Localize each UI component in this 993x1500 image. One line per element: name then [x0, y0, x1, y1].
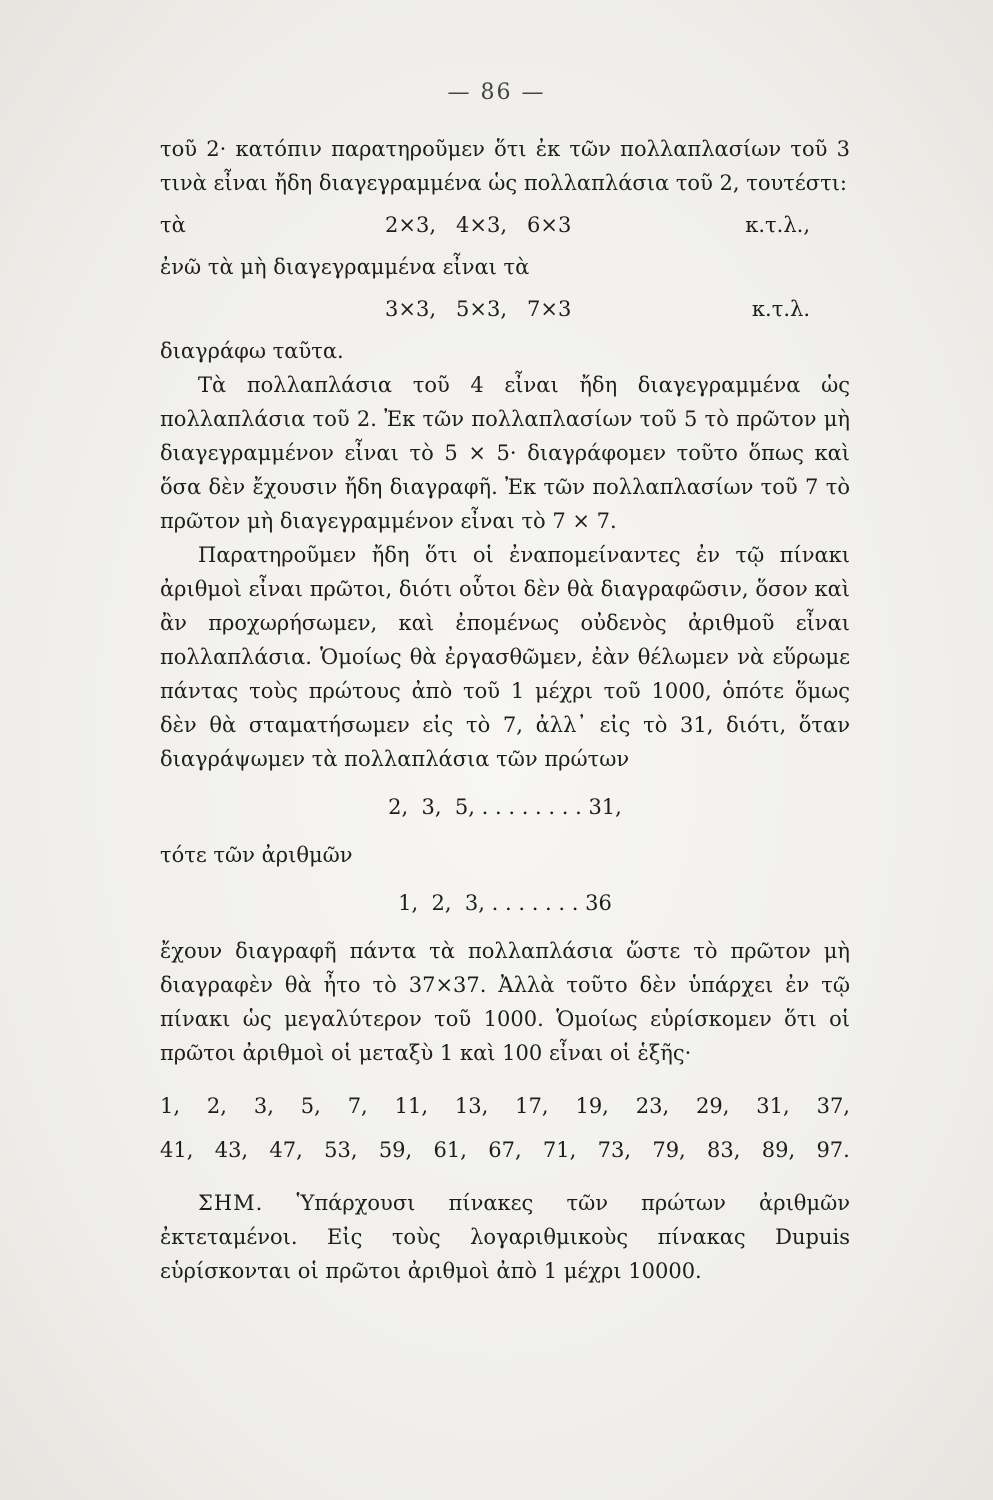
formula-expression: 3×3, 5×3, 7×3 [385, 297, 572, 321]
formula-etc: κ.τ.λ., [745, 213, 810, 237]
prime-number: 61, [433, 1138, 467, 1162]
paragraph-2: ἐνῶ τὰ μὴ διαγεγραμμένα εἶναι τὰ [160, 255, 530, 279]
prime-number: 31, [756, 1094, 790, 1118]
primes-list [160, 1084, 850, 1172]
prime-number: 7, [347, 1094, 368, 1118]
prime-number: 23, [635, 1094, 670, 1118]
prime-number: 83, [707, 1138, 741, 1162]
primes-row-1 [160, 1084, 850, 1128]
prime-number: 1, [160, 1094, 181, 1118]
formula-expression: 2×3, 4×3, 6×3 [385, 213, 572, 237]
formula-lead: τὰ [160, 213, 186, 237]
page-number: — 86 — [447, 80, 546, 105]
prime-number: 5, [300, 1094, 321, 1118]
note-label: ΣΗΜ. [198, 1191, 264, 1215]
prime-number: 79, [652, 1138, 686, 1162]
prime-number: 89, [761, 1138, 796, 1162]
formula-etc: κ.τ.λ. [751, 297, 810, 321]
prime-number: 17, [515, 1094, 549, 1118]
prime-number: 59, [378, 1138, 413, 1162]
prime-number: 2, [206, 1094, 227, 1118]
primes-row-2 [160, 1128, 850, 1172]
note-paragraph [160, 1186, 850, 1288]
formula-multiples-of-3-crossed [160, 208, 850, 242]
prime-number: 71, [542, 1138, 577, 1162]
sequence-primes-to-31: 2, 3, 5, . . . . . . . . 31, [388, 795, 622, 819]
prime-number: 47, [269, 1138, 303, 1162]
prime-number: 13, [454, 1094, 489, 1118]
page-body [160, 132, 850, 1288]
prime-number: 53, [324, 1138, 358, 1162]
paragraph-6: τότε τῶν ἀριθμῶν [160, 843, 353, 867]
paragraph-1: τοῦ 2· κατόπιν παρατηροῦμεν ὅτι ἐκ τῶν πολλαπλασίων τοῦ 3 τινὰ εἶναι ἤδη διαγεγραμμένα ὡς πολλαπλάσια τοῦ 2, τουτέστι: [160, 137, 850, 195]
formula-multiples-of-3-remaining [160, 292, 850, 326]
paragraph-5: Παρατηροῦμεν ἤδη ὅτι οἱ ἐναπομείναντες ἐν τῷ πίνακι ἀριθμοὶ εἶναι πρῶτοι, διότι οὗτοι δὲν θὰ διαγραφῶσιν, ὅσον καὶ ἂν προχωρήσωμεν, καὶ ἐπομένως οὐδενὸς ἀριθμοῦ εἶναι πολλαπλάσια. Ὁμοίως θὰ ἐργασθῶμεν, ἐὰν θέλωμεν νὰ εὕρωμε πάντας τοὺς πρώτους ἀπὸ τοῦ 1 μέχρι τοῦ 1000, ὁπότε ὅμως δὲν θὰ σταματήσωμεν εἰς τὸ 7, ἀλλ᾽ εἰς τὸ 31, διότι, ὅταν διαγράψωμεν τὰ πολλαπλάσια τῶν πρώτων [160, 543, 850, 771]
prime-number: 67, [488, 1138, 522, 1162]
prime-number: 11, [394, 1094, 429, 1118]
paragraph-4: Τὰ πολλαπλάσια τοῦ 4 εἶναι ἤδη διαγεγραμμένα ὡς πολλαπλάσια τοῦ 2. Ἐκ τῶν πολλαπλασίων τοῦ 5 τὸ πρῶτον μὴ διαγεγραμμένον εἶναι τὸ 5 × 5· διαγράφομεν τοῦτο ὅπως καὶ ὅσα δὲν ἔχουσιν ἤδη διαγραφῆ. Ἐκ τῶν πολλαπλασίων τοῦ 7 τὸ πρῶτον μὴ διαγεγραμμένον εἶναι τὸ 7 × 7. [160, 373, 850, 533]
sequence-numbers-to-36: 1, 2, 3, . . . . . . . 36 [398, 891, 612, 915]
prime-number: 41, [160, 1138, 194, 1162]
prime-number: 43, [214, 1138, 249, 1162]
prime-number: 73, [597, 1138, 632, 1162]
paragraph-3: διαγράφω ταῦτα. [160, 339, 344, 363]
paragraph-7: ἔχουν διαγραφῆ πάντα τὰ πολλαπλάσια ὥστε τὸ πρῶτον μὴ διαγραφὲν θὰ ἦτο τὸ 37×37. Ἀλλὰ τοῦτο δὲν ὑπάρχει ἐν τῷ πίνακι ὡς μεγαλύτερον τοῦ 1000. Ὁμοίως εὑρίσκομεν ὅτι οἱ πρῶτοι ἀριθμοὶ οἱ μεταξὺ 1 καὶ 100 εἶναι οἱ ἑξῆς· [160, 939, 850, 1065]
prime-number: 37, [816, 1094, 850, 1118]
prime-number: 3, [253, 1094, 274, 1118]
prime-number: 29, [696, 1094, 730, 1118]
note-text: Ὑπάρχουσι πίνακες τῶν πρώτων ἀριθμῶν ἐκτεταμένοι. Εἰς τοὺς λογαριθμικοὺς πίνακας Dupuis εὑρίσκονται οἱ πρῶτοι ἀριθμοὶ ἀπὸ 1 μέχρι 10000. [160, 1191, 850, 1283]
prime-number: 19, [575, 1094, 609, 1118]
prime-number: 97. [816, 1138, 850, 1162]
